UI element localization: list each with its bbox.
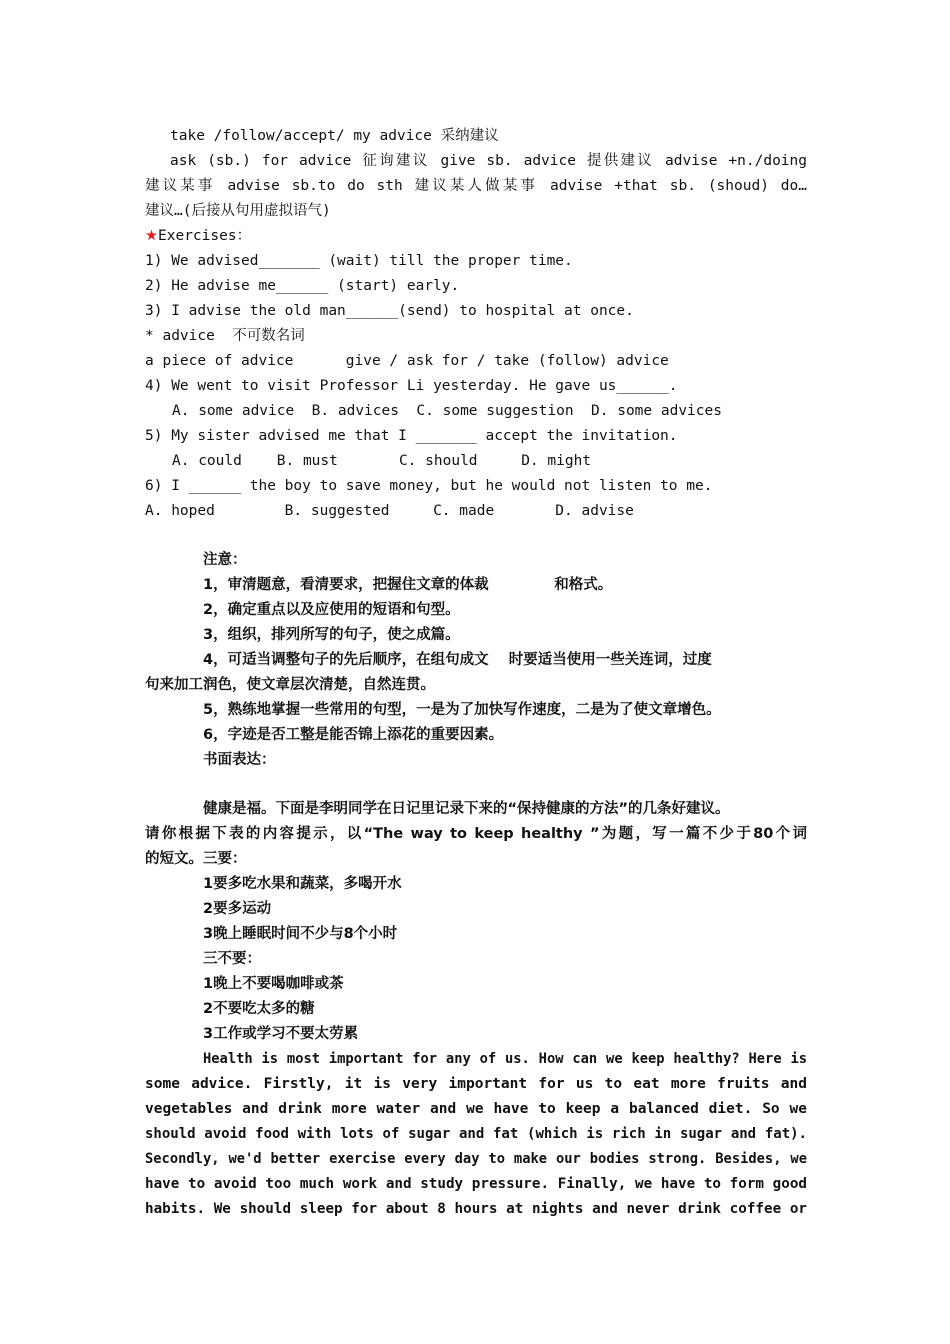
note-1: 1，审清题意，看清要求，把握住文章的体裁 和格式。 [203,577,613,593]
do-item-3: 3晚上睡眠时间不少与8个小时 [203,926,398,942]
dont-item-3: 3工作或学习不要太劳累 [203,1026,359,1042]
essay-line-2: some advice. Firstly, it is very important for us to eat more fruits and [145,1076,807,1092]
note-4: 4，可适当调整句子的先后顺序，在组句成文 时要适当使用一些关连词，过度 [203,652,712,668]
writing-heading: 书面表达： [203,752,276,768]
note-6: 6，字迹是否工整是能否锦上添花的重要因素。 [203,727,504,743]
exercise-5: 5) My sister advised me that I _______ accept the invitation. [145,428,678,444]
dont-item-1: 1晚上不要喝咖啡或茶 [203,976,344,992]
note-2: 2，确定重点以及应使用的短语和句型。 [203,602,460,618]
advice-note: * advice 不可数名词 [145,328,305,344]
exercise-2: 2) He advise me______ (start) early. [145,278,460,294]
exercises-label: Exercises： [158,228,252,244]
note-4-continued: 句来加工润色，使文章层次清楚，自然连贯。 [145,677,435,693]
essay-line-3: vegetables and drink more water and we have to keep a balanced diet. So we [145,1101,807,1117]
essay-line-1: Health is most important for any of us. How can we keep healthy? Here is [203,1051,807,1067]
essay-line-6: have to avoid too much work and study pressure. Finally, we have to form good [145,1176,807,1192]
vocab-line-1: take /follow/accept/ my advice 采纳建议 [170,128,499,144]
exercise-6-options: A. hoped B. suggested C. made D. advise [145,503,634,519]
task-paragraph-3: 的短文。三要： [145,851,247,867]
do-item-1: 1要多吃水果和蔬菜，多喝开水 [203,876,402,892]
note-5: 5，熟练地掌握一些常用的句型，一是为了加快写作速度，二是为了使文章增色。 [203,702,721,718]
dont-title: 三不要： [203,951,261,967]
exercise-6: 6) I ______ the boy to save money, but he would not listen to me. [145,478,713,494]
exercise-4: 4) We went to visit Professor Li yesterday. He gave us______. [145,378,678,394]
exercises-heading [145,224,807,249]
exercise-1: 1) We advised_______ (wait) till the proper time. [145,253,573,269]
notes-title: 注意： [203,552,247,568]
note-3: 3，组织，排列所写的句子，使之成篇。 [203,627,460,643]
essay-line-4: should avoid food with lots of sugar and fat (which is rich in sugar and fat). [145,1126,807,1142]
essay-line-7: habits. We should sleep for about 8 hours at nights and never drink coffee or [145,1201,807,1217]
task-paragraph-2: 请你根据下表的内容提示，以“The way to keep healthy ”为题，写一篇不少于80个词 [145,826,807,842]
vocab-line-2: ask (sb.) for advice 征询建议 give sb. advice 提供建议 advise +n./doing [170,153,807,169]
exercise-3: 3) I advise the old man______(send) to hospital at once. [145,303,634,319]
essay-line-5: Secondly, we'd better exercise every day to make our bodies strong. Besides, we [145,1151,807,1167]
dont-item-2: 2不要吃太多的糖 [203,1001,315,1017]
task-paragraph-1: 健康是福。下面是李明同学在日记里记录下来的“保持健康的方法”的几条好建议。 [203,801,730,817]
star-icon: ★ [145,228,158,244]
exercise-5-options: A. could B. must C. should D. might [172,453,592,469]
do-item-2: 2要多运动 [203,901,272,917]
advice-phrases: a piece of advice give / ask for / take (follow) advice [145,353,669,369]
vocab-line-4: 建议…(后接从句用虚拟语气) [145,203,331,219]
vocab-line-3: 建议某事 advise sb.to do sth 建议某人做某事 advise +that sb. (shoud) do… [145,178,807,194]
exercise-4-options: A. some advice B. advices C. some suggestion D. some advices [172,403,722,419]
